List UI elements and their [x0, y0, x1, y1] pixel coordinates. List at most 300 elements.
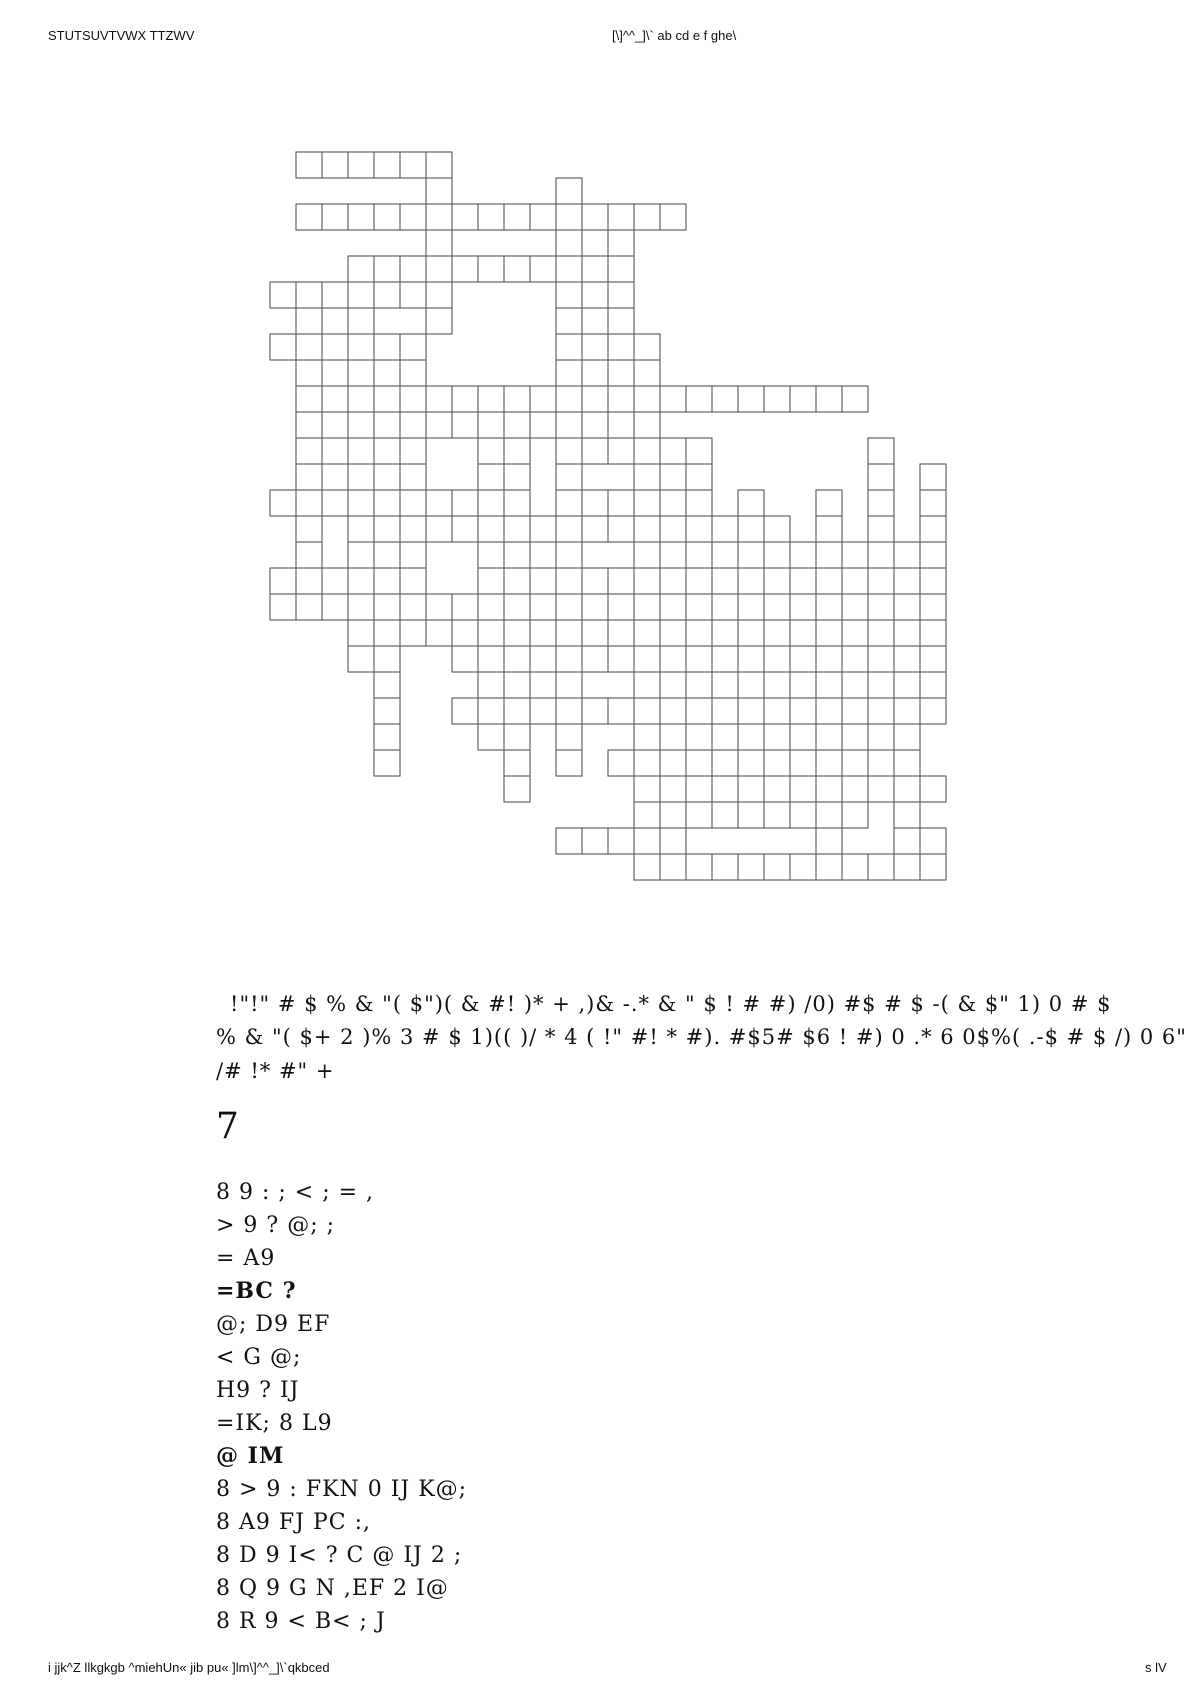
grid-cell [712, 672, 738, 698]
grid-cell [660, 204, 686, 230]
grid-cell [738, 724, 764, 750]
grid-cell [842, 854, 868, 880]
grid-cell [504, 386, 530, 412]
grid-cell [634, 646, 660, 672]
grid-cell [504, 646, 530, 672]
grid-cell [764, 802, 790, 828]
grid-cell [660, 828, 686, 854]
grid-cell [530, 256, 556, 282]
grid-cell [816, 672, 842, 698]
grid-cell [686, 568, 712, 594]
grid-cell [738, 750, 764, 776]
grid-cell [738, 386, 764, 412]
grid-cell [296, 542, 322, 568]
intro-line-1: !"!" # $ % & "( $")( & #! )* + ,)& -.* & " $ ! # #) /0) #$ # $ -( & $" 1) 0 # $ [230, 992, 1112, 1016]
grid-cell [738, 542, 764, 568]
grid-cell [426, 594, 452, 620]
grid-cell [894, 776, 920, 802]
grid-cell [400, 204, 426, 230]
grid-cell [348, 256, 374, 282]
grid-cell [712, 750, 738, 776]
grid-cell [478, 490, 504, 516]
grid-cell [764, 594, 790, 620]
grid-cell [348, 438, 374, 464]
grid-cell [712, 542, 738, 568]
grid-cell [582, 204, 608, 230]
grid-cell [738, 568, 764, 594]
grid-cell [504, 620, 530, 646]
grid-cell [634, 412, 660, 438]
grid-cell [374, 724, 400, 750]
grid-cell [400, 282, 426, 308]
grid-cell [556, 594, 582, 620]
grid-cell [400, 438, 426, 464]
grid-cell [504, 412, 530, 438]
grid-cell [634, 490, 660, 516]
grid-cell [920, 672, 946, 698]
grid-cell [712, 698, 738, 724]
grid-cell [660, 724, 686, 750]
grid-cell [556, 620, 582, 646]
grid-cell [556, 698, 582, 724]
grid-cell [426, 620, 452, 646]
grid-cell [478, 464, 504, 490]
grid-cell [322, 568, 348, 594]
grid-cell [556, 542, 582, 568]
grid-cell [426, 282, 452, 308]
grid-cell [556, 230, 582, 256]
grid-cell [582, 412, 608, 438]
grid-cell [530, 386, 556, 412]
grid-cell [296, 412, 322, 438]
grid-cell [634, 542, 660, 568]
grid-cell [660, 620, 686, 646]
grid-cell [712, 802, 738, 828]
grid-cell [738, 698, 764, 724]
grid-cell [374, 282, 400, 308]
grid-cell [296, 360, 322, 386]
grid-cell [426, 308, 452, 334]
grid-cell [348, 568, 374, 594]
grid-cell [374, 464, 400, 490]
grid-cell [452, 516, 478, 542]
grid-cell [686, 490, 712, 516]
grid-cell [816, 646, 842, 672]
grid-cell [426, 516, 452, 542]
grid-cell [296, 490, 322, 516]
grid-cell [816, 568, 842, 594]
grid-cell [348, 490, 374, 516]
grid-cell [504, 464, 530, 490]
grid-cell [478, 698, 504, 724]
grid-cell [686, 750, 712, 776]
clue-item: 8 A9 FJ PC :, [216, 1510, 371, 1535]
grid-cell [400, 594, 426, 620]
grid-cell [686, 542, 712, 568]
grid-cell [660, 854, 686, 880]
grid-cell [920, 698, 946, 724]
grid-cell [348, 334, 374, 360]
grid-cell [868, 698, 894, 724]
grid-cell [322, 412, 348, 438]
grid-cell [894, 646, 920, 672]
grid-cell [556, 464, 582, 490]
grid-cell [322, 438, 348, 464]
grid-cell [894, 672, 920, 698]
grid-cell [634, 386, 660, 412]
grid-cell [790, 568, 816, 594]
grid-cell [452, 490, 478, 516]
grid-cell [634, 698, 660, 724]
grid-cell [478, 672, 504, 698]
grid-cell [452, 620, 478, 646]
grid-cell [790, 594, 816, 620]
grid-cell [374, 698, 400, 724]
grid-cell [920, 568, 946, 594]
grid-cell [608, 308, 634, 334]
grid-cell [296, 464, 322, 490]
grid-cell [374, 568, 400, 594]
grid-cell [920, 828, 946, 854]
grid-cell [322, 464, 348, 490]
grid-cell [348, 386, 374, 412]
grid-cell [478, 594, 504, 620]
grid-cell [530, 646, 556, 672]
grid-cell [530, 412, 556, 438]
grid-cell [816, 490, 842, 516]
grid-cell [868, 724, 894, 750]
grid-cell [712, 386, 738, 412]
grid-cell [452, 256, 478, 282]
grid-cell [582, 568, 608, 594]
grid-cell [556, 750, 582, 776]
grid-cell [608, 256, 634, 282]
grid-cell [608, 750, 634, 776]
grid-cell [634, 620, 660, 646]
grid-cell [842, 542, 868, 568]
grid-cell [790, 646, 816, 672]
grid-cell [686, 386, 712, 412]
grid-cell [556, 438, 582, 464]
grid-cell [582, 256, 608, 282]
grid-cell [400, 360, 426, 386]
grid-cell [374, 542, 400, 568]
grid-cell [816, 854, 842, 880]
grid-cell [400, 568, 426, 594]
grid-cell [686, 464, 712, 490]
grid-cell [582, 516, 608, 542]
grid-cell [868, 542, 894, 568]
grid-cell [478, 386, 504, 412]
grid-cell [712, 516, 738, 542]
grid-cell [842, 594, 868, 620]
grid-cell [504, 724, 530, 750]
grid-cell [634, 828, 660, 854]
grid-cell [816, 750, 842, 776]
grid-cell [842, 776, 868, 802]
grid-cell [400, 334, 426, 360]
grid-cell [348, 542, 374, 568]
grid-cell [400, 412, 426, 438]
grid-cell [608, 698, 634, 724]
grid-cell [556, 256, 582, 282]
grid-cell [686, 620, 712, 646]
grid-cell [816, 620, 842, 646]
clue-item: > 9 ? @; ; [216, 1213, 336, 1238]
grid-cell [452, 646, 478, 672]
grid-cell [374, 646, 400, 672]
grid-cell [660, 802, 686, 828]
grid-cell [582, 490, 608, 516]
grid-cell [582, 438, 608, 464]
grid-cell [764, 568, 790, 594]
grid-cell [296, 568, 322, 594]
header-center-text: [\]^^_]\` ab cd e f ghe\ [612, 28, 737, 43]
grid-cell [868, 776, 894, 802]
grid-cell [894, 750, 920, 776]
grid-cell [582, 698, 608, 724]
grid-cell [738, 516, 764, 542]
grid-cell [816, 802, 842, 828]
grid-cell [400, 464, 426, 490]
grid-cell [374, 256, 400, 282]
grid-cell [868, 516, 894, 542]
grid-cell [348, 152, 374, 178]
grid-cell [686, 802, 712, 828]
grid-cell [504, 204, 530, 230]
grid-cell [868, 646, 894, 672]
grid-cell [816, 776, 842, 802]
grid-cell [296, 282, 322, 308]
grid-cell [660, 542, 686, 568]
grid-cell [686, 698, 712, 724]
grid-cell [738, 620, 764, 646]
grid-cell [738, 646, 764, 672]
grid-cell [270, 490, 296, 516]
grid-cell [374, 594, 400, 620]
grid-cell [322, 282, 348, 308]
grid-cell [556, 828, 582, 854]
grid-cell [608, 620, 634, 646]
grid-cell [634, 854, 660, 880]
grid-cell [270, 334, 296, 360]
grid-cell [634, 438, 660, 464]
grid-cell [530, 594, 556, 620]
grid-cell [764, 750, 790, 776]
grid-cell [452, 698, 478, 724]
grid-cell [920, 490, 946, 516]
grid-cell [738, 802, 764, 828]
grid-cell [504, 490, 530, 516]
grid-cell [608, 204, 634, 230]
grid-cell [374, 386, 400, 412]
grid-cell [816, 828, 842, 854]
intro-line-2: % & "( $+ 2 )% 3 # $ 1)(( )/ * 4 ( !" #! * #). #$5# $6 ! #) 0 .* 6 0$%( .-$ # $ /) 0 6" [216, 1025, 1187, 1049]
grid-cell [660, 698, 686, 724]
grid-cell [400, 620, 426, 646]
grid-cell [374, 620, 400, 646]
grid-cell [348, 620, 374, 646]
grid-cell [738, 776, 764, 802]
grid-cell [608, 230, 634, 256]
grid-cell [920, 464, 946, 490]
grid-cell [634, 750, 660, 776]
clue-item: 8 Q 9 G N ,EF 2 I@ [216, 1576, 449, 1601]
grid-cell [582, 360, 608, 386]
grid-cell [400, 152, 426, 178]
grid-cell [608, 438, 634, 464]
grid-cell [322, 204, 348, 230]
clue-item: @ IM [216, 1443, 285, 1469]
grid-cell [686, 594, 712, 620]
grid-cell [296, 204, 322, 230]
grid-cell [348, 412, 374, 438]
grid-cell [842, 750, 868, 776]
grid-cell [842, 568, 868, 594]
grid-cell [686, 516, 712, 542]
grid-cell [556, 334, 582, 360]
grid-cell [894, 724, 920, 750]
grid-cell [504, 542, 530, 568]
grid-cell [478, 646, 504, 672]
grid-cell [738, 854, 764, 880]
clue-item: = A9 [216, 1246, 276, 1271]
grid-cell [608, 828, 634, 854]
grid-cell [426, 386, 452, 412]
grid-cell [608, 568, 634, 594]
grid-cell [634, 516, 660, 542]
grid-cell [608, 386, 634, 412]
grid-cell [608, 360, 634, 386]
grid-cell [348, 282, 374, 308]
grid-cell [374, 412, 400, 438]
grid-cell [374, 360, 400, 386]
clue-item: =IK; 8 L9 [216, 1411, 333, 1436]
grid-cell [842, 620, 868, 646]
grid-cell [816, 542, 842, 568]
grid-cell [842, 672, 868, 698]
grid-cell [400, 256, 426, 282]
grid-cell [634, 204, 660, 230]
grid-cell [426, 152, 452, 178]
grid-cell [556, 412, 582, 438]
grid-cell [764, 516, 790, 542]
grid-cell [660, 776, 686, 802]
grid-cell [296, 594, 322, 620]
grid-cell [426, 230, 452, 256]
grid-cell [452, 594, 478, 620]
header-left-text: STUTSUVTVWX TTZWV [48, 28, 195, 43]
grid-cell [270, 568, 296, 594]
grid-cell [270, 282, 296, 308]
grid-cell [582, 282, 608, 308]
grid-cell [764, 724, 790, 750]
grid-cell [660, 490, 686, 516]
grid-cell [296, 308, 322, 334]
grid-cell [634, 802, 660, 828]
grid-cell [712, 620, 738, 646]
grid-cell [504, 516, 530, 542]
grid-cell [634, 334, 660, 360]
grid-cell [686, 672, 712, 698]
grid-cell [426, 412, 452, 438]
grid-cell [920, 516, 946, 542]
grid-cell [478, 724, 504, 750]
grid-cell [868, 490, 894, 516]
grid-cell [608, 490, 634, 516]
grid-cell [530, 204, 556, 230]
grid-cell [764, 386, 790, 412]
grid-cell [400, 542, 426, 568]
grid-cell [504, 438, 530, 464]
grid-cell [322, 386, 348, 412]
grid-cell [634, 568, 660, 594]
grid-cell [400, 386, 426, 412]
grid-cell [660, 438, 686, 464]
grid-cell [686, 854, 712, 880]
grid-cell [322, 360, 348, 386]
grid-cell [400, 490, 426, 516]
grid-cell [712, 854, 738, 880]
clue-item: 8 > 9 : FKN 0 IJ K@; [216, 1477, 468, 1502]
clue-item: 8 9 : ; < ; = , [216, 1180, 375, 1205]
grid-cell [556, 568, 582, 594]
grid-cell [868, 672, 894, 698]
grid-cell [296, 516, 322, 542]
grid-cell [582, 646, 608, 672]
grid-cell [816, 594, 842, 620]
intro-line-3: /# !* #" + [216, 1059, 335, 1083]
grid-cell [608, 334, 634, 360]
grid-cell [842, 386, 868, 412]
grid-cell [790, 724, 816, 750]
grid-cell [452, 386, 478, 412]
grid-cell [660, 594, 686, 620]
grid-cell [764, 620, 790, 646]
grid-cell [608, 646, 634, 672]
grid-cell [764, 646, 790, 672]
grid-cell [790, 698, 816, 724]
grid-cell [582, 308, 608, 334]
grid-cell [504, 750, 530, 776]
grid-cell [608, 412, 634, 438]
grid-cell [712, 568, 738, 594]
grid-cell [270, 594, 296, 620]
grid-cell [686, 776, 712, 802]
grid-cell [764, 854, 790, 880]
grid-cell [556, 204, 582, 230]
grid-cell [816, 516, 842, 542]
grid-cell [348, 516, 374, 542]
grid-cell [868, 854, 894, 880]
grid-cell [374, 672, 400, 698]
grid-cell [842, 724, 868, 750]
grid-cell [452, 204, 478, 230]
grid-cell [504, 568, 530, 594]
grid-cell [894, 594, 920, 620]
grid-cell [634, 464, 660, 490]
grid-cell [556, 516, 582, 542]
grid-cell [790, 620, 816, 646]
grid-cell [634, 672, 660, 698]
grid-cell [868, 438, 894, 464]
grid-cell [322, 490, 348, 516]
grid-cell [894, 568, 920, 594]
grid-cell [634, 360, 660, 386]
grid-cell [634, 724, 660, 750]
grid-cell [582, 386, 608, 412]
grid-cell [660, 750, 686, 776]
